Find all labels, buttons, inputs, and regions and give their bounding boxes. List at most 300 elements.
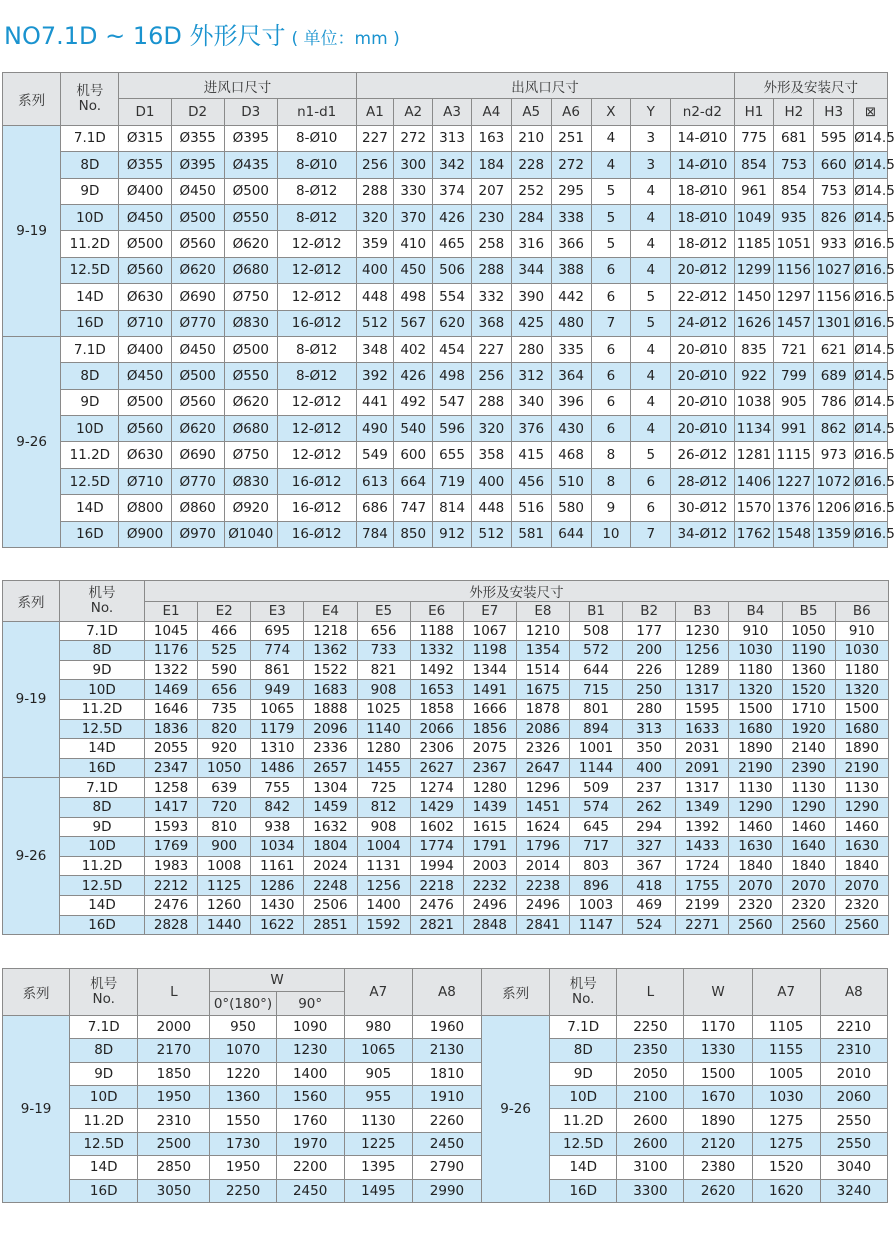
data-cell: 905	[774, 389, 814, 415]
data-cell: 755	[251, 778, 304, 798]
machine-no-cell: 10D	[61, 204, 119, 230]
data-cell: 4	[631, 389, 671, 415]
data-cell: 388	[551, 257, 591, 283]
data-cell: Ø450	[119, 204, 171, 230]
data-cell: 1090	[276, 1015, 344, 1038]
data-cell: Ø14.5	[854, 336, 888, 362]
data-cell: 18-Ø10	[671, 204, 734, 230]
data-cell: Ø16.5	[854, 468, 888, 494]
data-cell: 1520	[752, 1156, 820, 1179]
data-cell: 1856	[463, 719, 516, 739]
data-cell: 227	[356, 125, 394, 151]
data-cell: Ø16.5	[854, 495, 888, 521]
table-row	[3, 468, 888, 494]
data-cell: 338	[551, 204, 591, 230]
data-cell: 2200	[276, 1156, 344, 1179]
data-cell: 367	[623, 856, 676, 876]
data-cell: Ø550	[224, 363, 277, 389]
data-cell: 1460	[835, 817, 888, 837]
data-cell: 12-Ø12	[277, 442, 356, 468]
data-cell: 1188	[410, 621, 463, 641]
data-cell: 1400	[357, 895, 410, 915]
data-cell: 2851	[304, 915, 357, 935]
data-cell: 2828	[145, 915, 198, 935]
data-cell: Ø750	[224, 284, 277, 310]
data-cell: Ø400	[119, 336, 171, 362]
data-cell: Ø14.5	[854, 416, 888, 442]
data-cell: 814	[433, 495, 472, 521]
header-inlet-dimensions: 进风口尺寸	[119, 73, 356, 99]
data-cell: 330	[394, 178, 433, 204]
data-cell: 1622	[251, 915, 304, 935]
data-cell: 1890	[684, 1109, 752, 1132]
data-cell: 480	[551, 310, 591, 336]
data-cell: 2496	[463, 895, 516, 915]
machine-no-cell: 14D	[61, 284, 119, 310]
data-cell: 288	[471, 257, 511, 283]
data-cell: 803	[570, 856, 623, 876]
data-cell: 374	[433, 178, 472, 204]
machine-no-cell: 11.2D	[61, 231, 119, 257]
data-cell: 448	[471, 495, 511, 521]
data-cell: 1256	[676, 641, 729, 661]
data-cell: 2550	[820, 1109, 887, 1132]
data-cell: 1440	[198, 915, 251, 935]
machine-no-cell: 8D	[61, 363, 119, 389]
data-cell: Ø710	[119, 468, 171, 494]
data-cell: 498	[394, 284, 433, 310]
machine-no-cell: 14D	[550, 1156, 617, 1179]
data-cell: 1362	[304, 641, 357, 661]
data-cell: 1514	[516, 660, 569, 680]
data-cell: 1710	[782, 699, 835, 719]
data-cell: 228	[511, 152, 551, 178]
data-cell: 1632	[304, 817, 357, 837]
data-cell: 2841	[516, 915, 569, 935]
machine-no-cell: 16D	[550, 1179, 617, 1202]
header-outlet-col: A1	[356, 99, 394, 125]
data-cell: 1344	[463, 660, 516, 680]
data-cell: 508	[570, 621, 623, 641]
data-cell: 1796	[516, 837, 569, 857]
data-cell: 1495	[344, 1179, 412, 1202]
data-cell: 1280	[357, 739, 410, 759]
header-outlet-col: n2-d2	[671, 99, 734, 125]
header-install-col: E6	[410, 602, 463, 622]
header-install-col: B2	[623, 602, 676, 622]
data-cell: 719	[433, 468, 472, 494]
header-install-col: H2	[774, 99, 814, 125]
data-cell: 1970	[276, 1132, 344, 1155]
data-cell: 950	[210, 1015, 276, 1038]
machine-no-cell: 16D	[70, 1179, 138, 1202]
data-cell: 12-Ø12	[277, 284, 356, 310]
series-cell: 9-19	[3, 621, 60, 778]
data-cell: 2271	[676, 915, 729, 935]
table-row	[3, 204, 888, 230]
data-cell: 1180	[729, 660, 782, 680]
data-cell: 574	[570, 797, 623, 817]
data-cell: 725	[357, 778, 410, 798]
data-cell: 2070	[729, 876, 782, 896]
data-cell: Ø550	[224, 204, 277, 230]
data-cell: 1602	[410, 817, 463, 837]
data-cell: 1190	[782, 641, 835, 661]
data-cell: 2306	[410, 739, 463, 759]
data-cell: 358	[471, 442, 511, 468]
data-cell: 1130	[835, 778, 888, 798]
machine-no-cell: 11.2D	[550, 1109, 617, 1132]
data-cell: 1492	[410, 660, 463, 680]
data-cell: 1218	[304, 621, 357, 641]
header-install-col: ⊠	[854, 99, 888, 125]
data-cell: 1161	[251, 856, 304, 876]
data-cell: 2310	[820, 1039, 887, 1062]
table-row	[3, 1085, 888, 1108]
data-cell: Ø500	[171, 204, 224, 230]
data-cell: 410	[394, 231, 433, 257]
data-cell: 226	[623, 660, 676, 680]
table-row	[3, 416, 888, 442]
machine-no-cell: 12.5D	[60, 876, 145, 896]
machine-no-cell: 10D	[70, 1085, 138, 1108]
data-cell: 1460	[729, 817, 782, 837]
data-cell: 821	[357, 660, 410, 680]
data-cell: 1179	[251, 719, 304, 739]
table-row	[3, 758, 889, 778]
data-cell: 2120	[684, 1132, 752, 1155]
data-cell: 1354	[516, 641, 569, 661]
data-cell: 1840	[729, 856, 782, 876]
table-row	[3, 310, 888, 336]
data-cell: 1680	[729, 719, 782, 739]
data-cell: 1486	[251, 758, 304, 778]
data-cell: 1260	[198, 895, 251, 915]
data-cell: 2310	[138, 1109, 210, 1132]
data-cell: 1548	[774, 521, 814, 547]
data-cell: 2024	[304, 856, 357, 876]
machine-no-cell: 7.1D	[60, 778, 145, 798]
data-cell: 8-Ø12	[277, 336, 356, 362]
machine-no-cell: 12.5D	[61, 468, 119, 494]
data-cell: 4	[631, 336, 671, 362]
header-outlet-col: A4	[471, 99, 511, 125]
data-cell: 2350	[617, 1039, 684, 1062]
data-cell: 454	[433, 336, 472, 362]
data-cell: 1459	[304, 797, 357, 817]
data-cell: 1570	[734, 495, 774, 521]
data-cell: 862	[814, 416, 854, 442]
data-cell: 1130	[729, 778, 782, 798]
data-cell: 861	[251, 660, 304, 680]
data-cell: Ø560	[119, 257, 171, 283]
data-cell: 456	[511, 468, 551, 494]
data-cell: 1460	[782, 817, 835, 837]
data-cell: 359	[356, 231, 394, 257]
data-cell: 512	[471, 521, 511, 547]
data-cell: 747	[394, 495, 433, 521]
data-cell: 1406	[734, 468, 774, 494]
data-cell: 1030	[729, 641, 782, 661]
data-cell: 6	[591, 363, 631, 389]
data-cell: 163	[471, 125, 511, 151]
data-cell: 799	[774, 363, 814, 389]
data-cell: 1320	[835, 680, 888, 700]
data-cell: Ø620	[224, 389, 277, 415]
header-inlet-col: D3	[224, 99, 277, 125]
data-cell: 442	[551, 284, 591, 310]
data-cell: 262	[623, 797, 676, 817]
data-cell: 1281	[734, 442, 774, 468]
data-cell: Ø16.5	[854, 257, 888, 283]
data-cell: 10	[591, 521, 631, 547]
data-cell: 280	[623, 699, 676, 719]
data-cell: 8-Ø10	[277, 125, 356, 151]
data-cell: 2140	[782, 739, 835, 759]
data-cell: 26-Ø12	[671, 442, 734, 468]
machine-no-cell: 7.1D	[70, 1015, 138, 1038]
machine-no-cell: 11.2D	[61, 442, 119, 468]
data-cell: 1030	[835, 641, 888, 661]
data-cell: 894	[570, 719, 623, 739]
data-cell: 1890	[835, 739, 888, 759]
data-cell: 774	[251, 641, 304, 661]
data-cell: Ø750	[224, 442, 277, 468]
data-cell: 509	[570, 778, 623, 798]
data-cell: 645	[570, 817, 623, 837]
header-a8-right: A8	[820, 969, 887, 1016]
data-cell: 1593	[145, 817, 198, 837]
data-cell: 1755	[676, 876, 729, 896]
data-cell: 340	[511, 389, 551, 415]
data-cell: 1360	[210, 1085, 276, 1108]
data-cell: 812	[357, 797, 410, 817]
data-cell: Ø830	[224, 310, 277, 336]
data-cell: 900	[198, 837, 251, 857]
data-cell: 2210	[820, 1015, 887, 1038]
machine-no-cell: 16D	[60, 758, 145, 778]
table-row	[3, 915, 889, 935]
data-cell: 686	[356, 495, 394, 521]
data-cell: 621	[814, 336, 854, 362]
data-cell: 7	[631, 521, 671, 547]
machine-no-cell: 14D	[60, 895, 145, 915]
data-cell: 644	[551, 521, 591, 547]
data-cell: 1640	[782, 837, 835, 857]
data-cell: 426	[433, 204, 472, 230]
data-cell: Ø900	[119, 521, 171, 547]
data-cell: 313	[433, 125, 472, 151]
header-inlet-col: D1	[119, 99, 171, 125]
data-cell: Ø630	[119, 284, 171, 310]
data-cell: 554	[433, 284, 472, 310]
data-cell: 516	[511, 495, 551, 521]
data-cell: 1185	[734, 231, 774, 257]
data-cell: 6	[591, 416, 631, 442]
data-cell: 256	[471, 363, 511, 389]
data-cell: 600	[394, 442, 433, 468]
header-l-left: L	[138, 969, 210, 1016]
data-cell: 2070	[835, 876, 888, 896]
machine-no-cell: 14D	[61, 495, 119, 521]
data-cell: 20-Ø10	[671, 336, 734, 362]
data-cell: 2476	[145, 895, 198, 915]
data-cell: 6	[591, 389, 631, 415]
data-cell: 1004	[357, 837, 410, 857]
data-cell: 1297	[774, 284, 814, 310]
data-cell: 1392	[676, 817, 729, 837]
data-cell: 288	[356, 178, 394, 204]
data-cell: 1994	[410, 856, 463, 876]
data-cell: 1322	[145, 660, 198, 680]
data-cell: 1395	[344, 1156, 412, 1179]
header-install-col: B3	[676, 602, 729, 622]
table-row	[3, 363, 888, 389]
data-cell: 272	[551, 152, 591, 178]
data-cell: Ø620	[171, 416, 224, 442]
data-cell: 3	[631, 125, 671, 151]
data-cell: 4	[631, 204, 671, 230]
data-cell: Ø14.5	[854, 389, 888, 415]
data-cell: 1332	[410, 641, 463, 661]
machine-no-cell: 9D	[61, 178, 119, 204]
data-cell: 6	[591, 336, 631, 362]
data-cell: 2199	[676, 895, 729, 915]
data-cell: 327	[623, 837, 676, 857]
data-cell: 1455	[357, 758, 410, 778]
header-outlet-col: A6	[551, 99, 591, 125]
header-w-0-180: 0°(180°)	[210, 992, 276, 1015]
table-row	[3, 521, 888, 547]
data-cell: 430	[551, 416, 591, 442]
data-cell: 2990	[412, 1179, 481, 1202]
data-cell: 1025	[357, 699, 410, 719]
header-machine-no-left: 机号 No.	[70, 969, 138, 1016]
data-cell: 1072	[814, 468, 854, 494]
data-cell: 3	[631, 152, 671, 178]
header-outlet-col: X	[591, 99, 631, 125]
data-cell: 1910	[412, 1085, 481, 1108]
data-cell: 1304	[304, 778, 357, 798]
data-cell: 506	[433, 257, 472, 283]
data-cell: 1275	[752, 1109, 820, 1132]
data-cell: 14-Ø10	[671, 125, 734, 151]
data-cell: Ø680	[224, 416, 277, 442]
header-install-col: E1	[145, 602, 198, 622]
machine-no-cell: 11.2D	[60, 856, 145, 876]
data-cell: 2096	[304, 719, 357, 739]
data-cell: 935	[774, 204, 814, 230]
data-cell: 6	[591, 284, 631, 310]
data-cell: 2010	[820, 1062, 887, 1085]
header-outlet-col: A3	[433, 99, 472, 125]
data-cell: 5	[591, 231, 631, 257]
data-cell: 1275	[752, 1132, 820, 1155]
data-cell: 396	[551, 389, 591, 415]
data-cell: 1170	[684, 1015, 752, 1038]
data-cell: 922	[734, 363, 774, 389]
data-cell: Ø500	[224, 178, 277, 204]
machine-no-cell: 7.1D	[550, 1015, 617, 1038]
data-cell: 1258	[145, 778, 198, 798]
data-cell: 1280	[463, 778, 516, 798]
data-cell: Ø395	[224, 125, 277, 151]
data-cell: 2326	[516, 739, 569, 759]
data-cell: 2347	[145, 758, 198, 778]
header-series-left: 系列	[3, 969, 70, 1016]
data-cell: 1950	[210, 1156, 276, 1179]
data-cell: 1027	[814, 257, 854, 283]
data-cell: 350	[623, 739, 676, 759]
data-cell: 2091	[676, 758, 729, 778]
header-install-col: E7	[463, 602, 516, 622]
data-cell: Ø450	[171, 336, 224, 362]
machine-no-cell: 16D	[60, 915, 145, 935]
header-series: 系列	[3, 581, 60, 622]
data-cell: 370	[394, 204, 433, 230]
table-row	[3, 152, 888, 178]
data-cell: Ø620	[224, 231, 277, 257]
data-cell: 2320	[835, 895, 888, 915]
data-cell: 295	[551, 178, 591, 204]
data-cell: 2380	[684, 1156, 752, 1179]
data-cell: 4	[591, 125, 631, 151]
header-series-right: 系列	[482, 969, 550, 1016]
data-cell: 177	[623, 621, 676, 641]
data-cell: Ø560	[171, 389, 224, 415]
data-cell: 2647	[516, 758, 569, 778]
table-row	[3, 178, 888, 204]
data-cell: 5	[631, 442, 671, 468]
table-row	[3, 719, 889, 739]
data-cell: 2238	[516, 876, 569, 896]
data-cell: Ø16.5	[854, 521, 888, 547]
header-install-col: E5	[357, 602, 410, 622]
data-cell: 1050	[782, 621, 835, 641]
machine-no-cell: 11.2D	[70, 1109, 138, 1132]
machine-no-cell: 12.5D	[550, 1132, 617, 1155]
data-cell: 8	[591, 442, 631, 468]
machine-no-cell: 8D	[70, 1039, 138, 1062]
data-cell: 510	[551, 468, 591, 494]
data-cell: 342	[433, 152, 472, 178]
table-row	[3, 1062, 888, 1085]
machine-no-cell: 16D	[61, 521, 119, 547]
machine-no-cell: 9D	[550, 1062, 617, 1085]
data-cell: 1070	[210, 1039, 276, 1062]
data-cell: Ø500	[119, 231, 171, 257]
data-cell: 280	[511, 336, 551, 362]
data-cell: 613	[356, 468, 394, 494]
data-cell: Ø14.5	[854, 363, 888, 389]
header-l-right: L	[617, 969, 684, 1016]
data-cell: 5	[591, 178, 631, 204]
data-cell: 801	[570, 699, 623, 719]
data-cell: 1550	[210, 1109, 276, 1132]
data-cell: 1675	[516, 680, 569, 700]
data-cell: 392	[356, 363, 394, 389]
header-inlet-col: D2	[171, 99, 224, 125]
data-cell: 3100	[617, 1156, 684, 1179]
data-cell: 1030	[752, 1085, 820, 1108]
header-series: 系列	[3, 73, 61, 126]
data-cell: 1230	[676, 621, 729, 641]
data-cell: 810	[198, 817, 251, 837]
data-cell: Ø400	[119, 178, 171, 204]
data-cell: 390	[511, 284, 551, 310]
data-cell: 1630	[729, 837, 782, 857]
data-cell: Ø920	[224, 495, 277, 521]
